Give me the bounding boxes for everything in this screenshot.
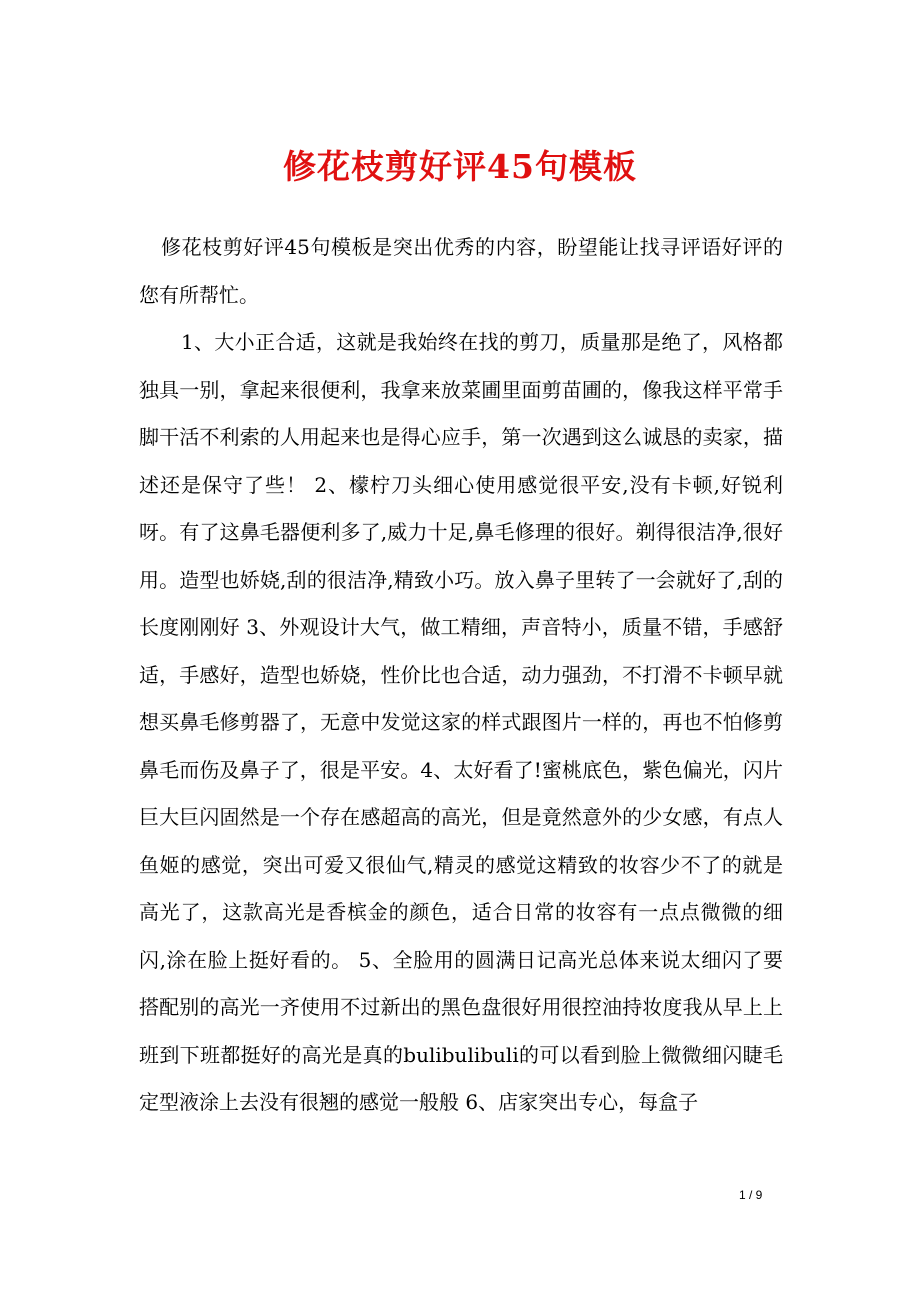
document-body <box>139 224 783 1127</box>
document-title: 修花枝剪好评45句模板 <box>283 147 637 186</box>
intro-paragraph: 修花枝剪好评45句模板是突出优秀的内容，盼望能让找寻评语好评的您有所帮忙。 <box>139 235 783 307</box>
main-paragraph: 1、大小正合适，这就是我始终在找的剪刀，质量那是绝了，风格都独具一别，拿起来很便利，我拿来放菜圃里面剪苗圃的，像我这样平常手脚干活不利索的人用起来也是得心应手，第一次遇到这么诚恳的卖家，描述还是保守了些！ 2、檬柠刀头细心使用感觉很平安,没有卡顿,好锐利呀。有了这鼻毛器便利多了,威力十足,鼻毛修理的很好。剃得很洁净,很好用。造型也娇娆,刮的很洁净,精致小巧。放入鼻子里转了一会就好了,刮的长度刚刚好 3、外观设计大气，做工精细，声音特小，质量不错，手感舒适，手感好，造型也娇娆，性价比也合适，动力强劲，不打滑不卡顿早就想买鼻毛修剪器了，无意中发觉这家的样式跟图片一样的，再也不怕修剪鼻毛而伤及鼻子了，很是平安。4、太好看了!蜜桃底色，紫色偏光，闪片巨大巨闪固然是一个存在感超高的高光，但是竟然意外的少女感，有点人鱼姬的感觉，突出可爱又很仙气,精灵的感觉这精致的妆容少不了的就是高光了，这款高光是香槟金的颜色，适合日常的妆容有一点点微微的细闪,涂在脸上挺好看的。 5、全脸用的圆满日记高光总体来说太细闪了要搭配别的高光一齐使用不过新出的黑色盘很好用很控油持妆度我从早上上班到下班都挺好的高光是真的bulibulibuli的可以看到脸上微微细闪睫毛定型液涂上去没有很翘的感觉一般般 6、店家突出专心，每盒子 <box>139 330 783 1114</box>
page-number: 1 / 9 <box>739 1188 763 1202</box>
